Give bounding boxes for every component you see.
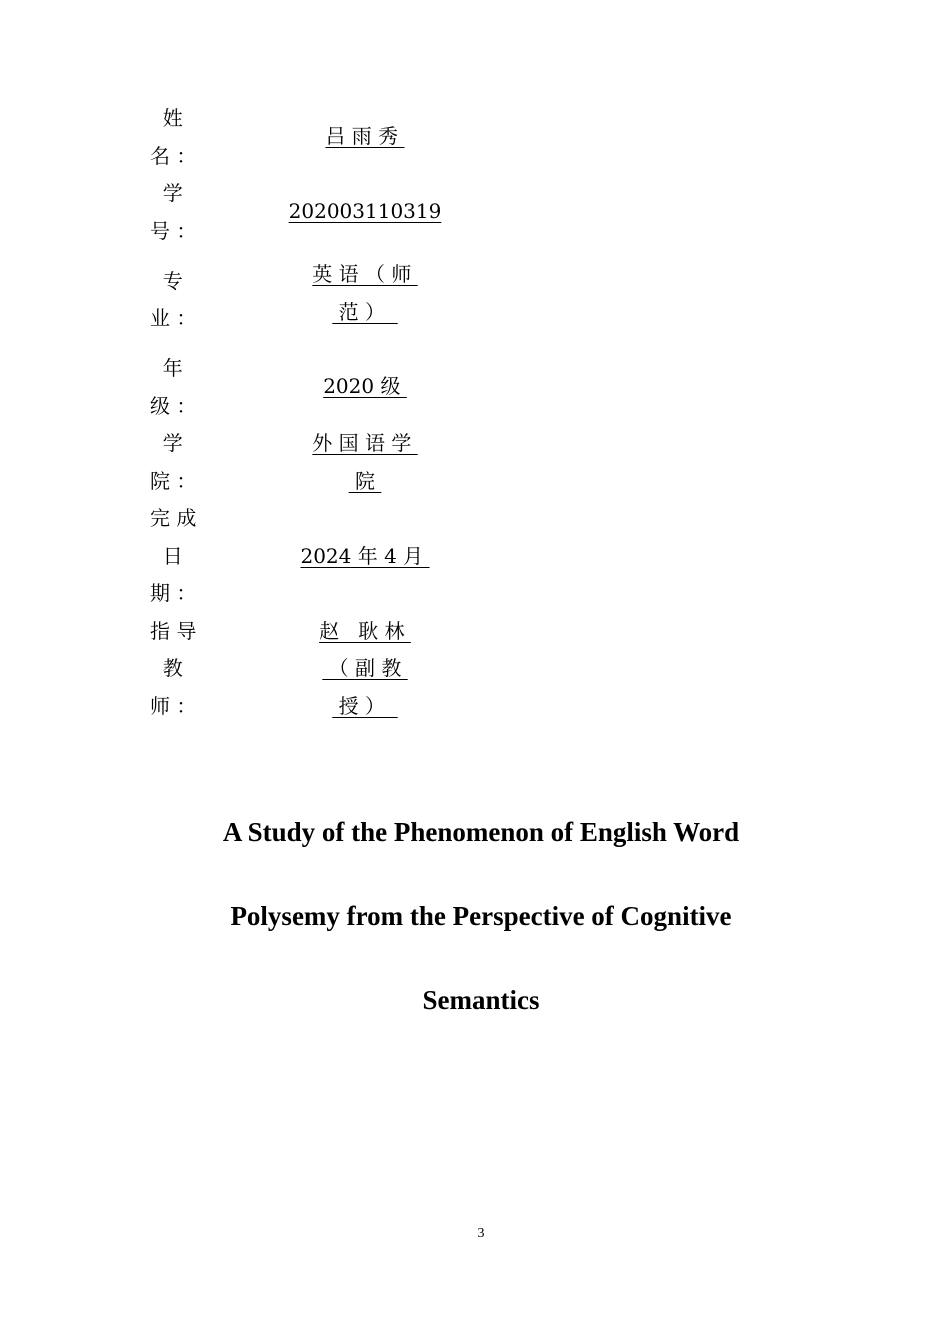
advisor-value-line-2: （ 副 教 xyxy=(322,656,408,680)
advisor-value-line-1: 赵 耿 林 xyxy=(319,618,411,643)
major-label xyxy=(150,263,230,338)
school-label xyxy=(150,425,230,500)
student-id-label xyxy=(150,175,230,250)
name-value xyxy=(285,118,445,156)
name-label-line-1: 姓 xyxy=(150,106,183,130)
name-label-line-2: 名 ： xyxy=(150,143,197,168)
completion-date-label xyxy=(150,500,230,613)
advisor-label-line-3: 师 ： xyxy=(150,693,197,718)
advisor-value xyxy=(285,613,445,726)
completion-date-label-line-2: 日 xyxy=(150,543,183,568)
major-label-line-2: 业 ： xyxy=(150,306,197,330)
completion-date-value-line-1: 2024 年 4 月 xyxy=(300,543,430,568)
info-row-grade xyxy=(150,350,470,425)
info-row-student-id xyxy=(150,175,470,250)
info-row-advisor xyxy=(150,613,470,726)
thesis-title-line-2: Polysemy from the Perspective of Cognitive xyxy=(230,901,732,931)
info-row-name xyxy=(150,100,470,175)
student-id-value-line-1: 202003110319 xyxy=(288,199,442,223)
grade-label xyxy=(150,350,230,425)
advisor-label-line-2: 教 xyxy=(150,656,183,680)
thesis-title xyxy=(0,805,950,1057)
grade-value-line-1: 2020 级 xyxy=(323,374,407,398)
page-number: 3 xyxy=(477,1226,485,1241)
advisor-label-line-1: 指 导 xyxy=(150,618,197,643)
major-value-line-1: 英 语 （ 师 xyxy=(312,262,418,286)
student-id-label-line-1: 学 xyxy=(150,181,183,205)
name-value-line-1: 吕 雨 秀 xyxy=(325,124,405,148)
advisor-label xyxy=(150,613,230,726)
completion-date-label-line-3: 期 ： xyxy=(150,581,197,605)
student-id-label-line-2: 号 ： xyxy=(150,218,197,243)
completion-date-value xyxy=(285,538,445,576)
thesis-title-line-1: A Study of the Phenomenon of English Word xyxy=(222,817,740,847)
school-label-line-2: 院 ： xyxy=(150,468,197,493)
info-row-school xyxy=(150,425,470,500)
info-row-major xyxy=(150,250,470,350)
major-value-line-2: 范 ） xyxy=(332,299,398,324)
school-label-line-1: 学 xyxy=(150,431,183,455)
major-label-line-1: 专 xyxy=(150,268,183,293)
school-value-line-1: 外 国 语 学 xyxy=(312,431,418,455)
advisor-value-line-3: 授 ） xyxy=(332,693,398,718)
grade-value xyxy=(285,368,445,406)
school-value xyxy=(285,425,445,500)
info-row-completion-date xyxy=(150,500,470,613)
grade-label-line-2: 级 ： xyxy=(150,393,197,418)
name-label xyxy=(150,100,230,175)
major-value xyxy=(285,256,445,331)
student-id-value xyxy=(285,193,445,231)
school-value-line-2: 院 xyxy=(348,468,382,493)
student-info-table xyxy=(150,100,470,725)
thesis-title-line-3: Semantics xyxy=(422,985,540,1015)
completion-date-label-line-1: 完 成 xyxy=(150,506,197,530)
grade-label-line-1: 年 xyxy=(150,356,183,380)
